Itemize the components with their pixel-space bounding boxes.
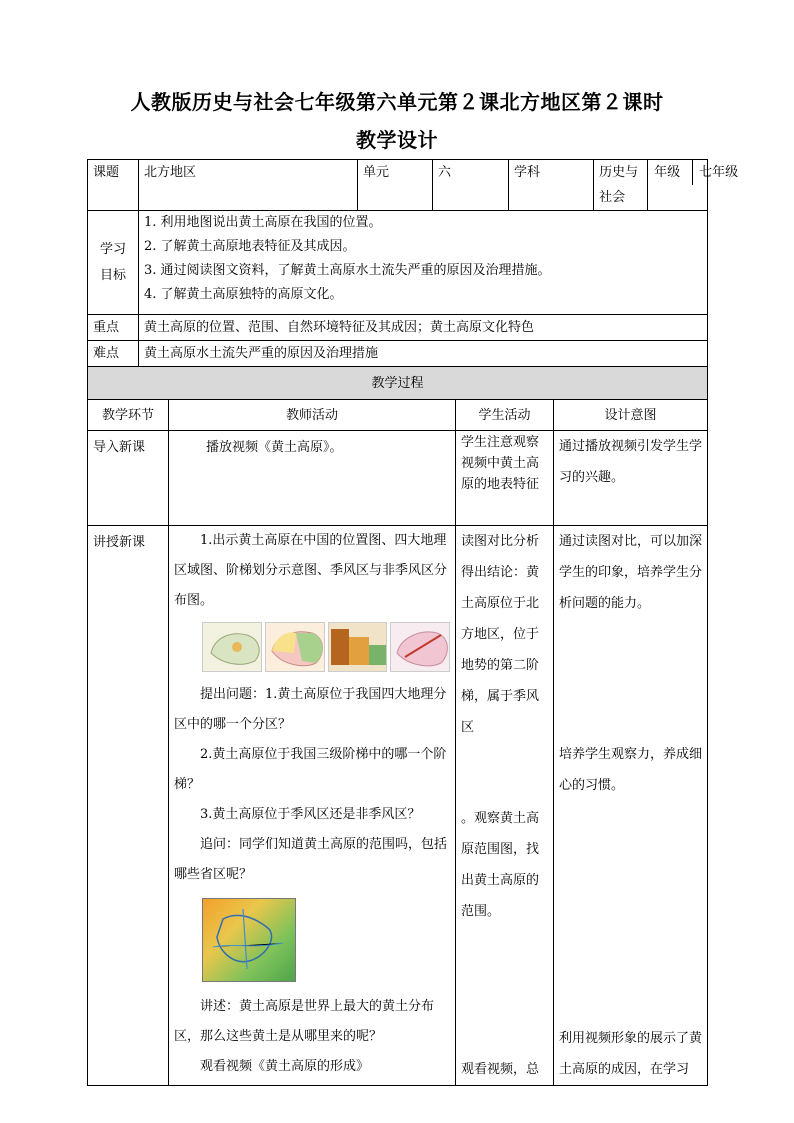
col-intent: 设计意图 bbox=[554, 400, 708, 431]
monsoon-region-map bbox=[390, 622, 450, 672]
subject-value: 历史与社会 bbox=[594, 160, 648, 211]
grade-value: 七年级 bbox=[699, 165, 739, 180]
col-student: 学生活动 bbox=[456, 400, 554, 431]
difficulty-row bbox=[88, 341, 708, 367]
grade-cell bbox=[648, 160, 739, 211]
goal-item: 3. 通过阅读图文资料，了解黄土高原水土流失严重的原因及治理措施。 bbox=[144, 263, 551, 278]
column-header-row bbox=[88, 400, 708, 431]
document-subtitle: 教学设计 bbox=[356, 128, 438, 152]
map-thumbnails bbox=[202, 622, 450, 672]
intent-text: 利用视频形象的展示了黄土高原的成因，在学习 bbox=[559, 1031, 703, 1077]
topic-label: 课题 bbox=[88, 160, 139, 211]
col-teacher: 教师活动 bbox=[169, 400, 456, 431]
unit-label: 单元 bbox=[358, 160, 433, 211]
student-text: 观看视频，总 bbox=[461, 1062, 540, 1077]
goal-item: 4. 了解黄土高原独特的高原文化。 bbox=[144, 287, 343, 302]
china-location-map bbox=[202, 622, 262, 672]
intro-stage: 导入新课 bbox=[88, 431, 169, 526]
info-row bbox=[88, 160, 708, 211]
terrain-steps-map bbox=[328, 622, 388, 672]
teacher-text: 3.黄土高原位于季风区还是非季风区？ bbox=[200, 807, 421, 822]
student-text: 。观察黄土高原范围图，找出黄土高原的范围。 bbox=[461, 811, 540, 919]
intro-student: 学生注意观察视频中黄土高原的地表特征 bbox=[456, 431, 554, 526]
process-header-row bbox=[88, 367, 708, 400]
document-title: 人教版历史与社会七年级第六单元第２课北方地区第２课时 bbox=[130, 90, 664, 114]
loess-plateau-range-map bbox=[202, 898, 296, 982]
key-row bbox=[88, 315, 708, 341]
teacher-text: 提出问题：1.黄土高原位于我国四大地理分区中的哪一个分区？ bbox=[174, 687, 447, 732]
geographic-regions-map bbox=[265, 622, 325, 672]
teach-stage: 讲授新课 bbox=[88, 526, 169, 1086]
grade-label: 年级 bbox=[648, 160, 693, 185]
row-teach bbox=[88, 526, 708, 1086]
teacher-text: 追问：同学们知道黄土高原的范围吗，包括哪些省区呢？ bbox=[174, 837, 448, 882]
teacher-text: 讲述：黄土高原是世界上最大的黄土分布区，那么这些黄土是从哪里来的呢？ bbox=[174, 999, 435, 1044]
subject-label: 学科 bbox=[509, 160, 594, 211]
goal-item: 2. 了解黄土高原地表特征及其成因。 bbox=[144, 239, 356, 254]
teach-intent bbox=[554, 526, 708, 1086]
process-header: 教学过程 bbox=[88, 367, 708, 400]
teach-student bbox=[456, 526, 554, 1086]
goals-label: 学习 目标 bbox=[88, 211, 139, 315]
intent-text: 通过读图对比，可以加深学生的印象，培养学生分析问题的能力。 bbox=[559, 534, 703, 611]
teacher-text: 1.出示黄土高原在中国的位置图、四大地理区域图、阶梯划分示意图、季风区与非季风区分布图。 bbox=[174, 533, 448, 608]
topic-value: 北方地区 bbox=[139, 160, 358, 211]
row-intro bbox=[88, 431, 708, 526]
goals-list bbox=[139, 211, 708, 315]
intent-text: 培养学生观察力，养成细心的习惯。 bbox=[559, 747, 703, 793]
key-label: 重点 bbox=[88, 315, 139, 341]
teach-teacher bbox=[169, 526, 456, 1086]
goal-item: 1. 利用地图说出黄土高原在我国的位置。 bbox=[144, 215, 382, 230]
intro-intent: 通过播放视频引发学生学习的兴趣。 bbox=[554, 431, 708, 526]
student-text: 读图对比分析得出结论：黄土高原位于北方地区，位于地势的第二阶梯，属于季风区 bbox=[461, 534, 540, 735]
difficulty-label: 难点 bbox=[88, 341, 139, 367]
lesson-plan-table bbox=[87, 159, 739, 1086]
unit-value: 六 bbox=[433, 160, 509, 211]
teacher-text: 2.黄土高原位于我国三级阶梯中的哪一个阶梯？ bbox=[174, 747, 447, 792]
difficulty-value: 黄土高原水土流失严重的原因及治理措施 bbox=[139, 341, 708, 367]
col-stage: 教学环节 bbox=[88, 400, 169, 431]
intro-teacher: 播放视频《黄土高原》。 bbox=[169, 431, 456, 526]
key-value: 黄土高原的位置、范围、自然环境特征及其成因；黄土高原文化特色 bbox=[139, 315, 708, 341]
goals-row bbox=[88, 211, 708, 315]
teacher-text: 观看视频《黄土高原的形成》 bbox=[200, 1059, 370, 1074]
